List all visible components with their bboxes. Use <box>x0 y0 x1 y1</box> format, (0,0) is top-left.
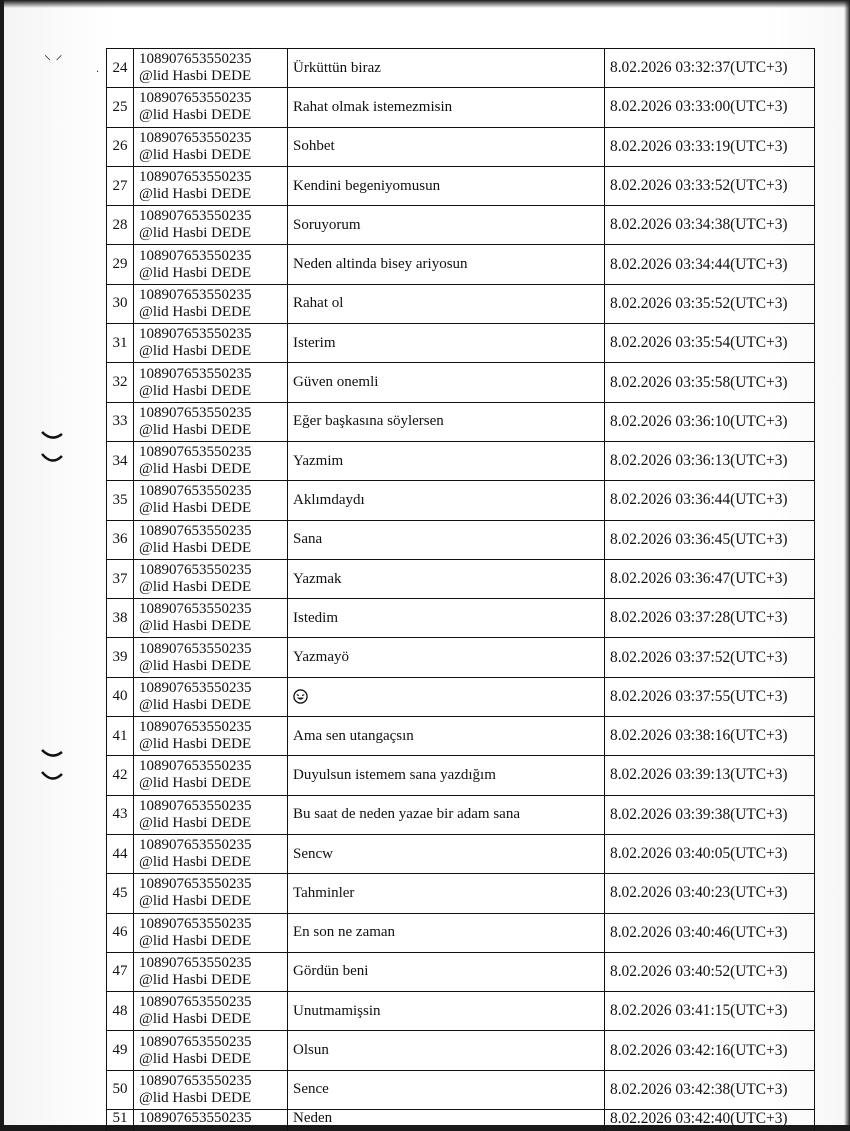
sender-id: 108907653550235 <box>139 208 252 225</box>
sender-name: @lid Hasbi DEDE <box>139 1089 252 1106</box>
sender-id: 108907653550235 <box>139 483 252 500</box>
sender-id: 108907653550235 <box>139 326 252 343</box>
message-cell: Duyulsun istemem sana yazdığım <box>288 756 605 795</box>
message-cell: Yazmak <box>288 559 605 598</box>
row-number: 41 <box>107 717 134 756</box>
message-cell: Bu saat de neden yazae bir adam sana <box>288 795 605 834</box>
timestamp-cell: 8.02.2026 03:37:28(UTC+3) <box>605 599 815 638</box>
sender-cell <box>134 834 288 873</box>
timestamp-cell: 8.02.2026 03:36:47(UTC+3) <box>605 559 815 598</box>
timestamp-cell: 8.02.2026 03:36:45(UTC+3) <box>605 520 815 559</box>
row-number: 36 <box>107 520 134 559</box>
sender-name: @lid Hasbi DEDE <box>139 461 252 478</box>
margin-bracket-mark <box>38 428 66 477</box>
table-row <box>107 402 815 441</box>
sender-name: @lid Hasbi DEDE <box>139 579 252 595</box>
message-cell: Sence <box>288 1070 605 1109</box>
row-number: 45 <box>107 874 134 913</box>
message-cell: Eğer başkasına söylersen <box>288 402 605 441</box>
timestamp-cell: 8.02.2026 03:37:55(UTC+3) <box>605 677 815 716</box>
sender-cell <box>134 992 288 1031</box>
sender-name: @lid Hasbi DEDE <box>139 421 252 438</box>
sender-id: 108907653550235 <box>139 994 252 1011</box>
sender-name: @lid Hasbi DEDE <box>139 657 252 674</box>
row-number: 39 <box>107 638 134 677</box>
timestamp-cell: 8.02.2026 03:36:13(UTC+3) <box>605 441 815 480</box>
row-number: 50 <box>107 1070 134 1109</box>
sender-cell <box>134 952 288 991</box>
timestamp-cell: 8.02.2026 03:34:38(UTC+3) <box>605 206 815 245</box>
sender-id: 108907653550235 <box>139 837 252 854</box>
sender-cell <box>134 520 288 559</box>
row-number: 40 <box>107 677 134 716</box>
row-number: 24 <box>107 49 134 88</box>
sender-id: 108907653550235 <box>139 129 252 146</box>
timestamp-cell: 8.02.2026 03:40:52(UTC+3) <box>605 952 815 991</box>
sender-name: @lid Hasbi DEDE <box>139 1050 252 1067</box>
sender-cell <box>134 795 288 834</box>
sender-id: 108907653550235 <box>139 758 252 775</box>
timestamp-cell: 8.02.2026 03:38:16(UTC+3) <box>605 717 815 756</box>
sender-name: @lid Hasbi DEDE <box>139 814 252 831</box>
table-row <box>107 324 815 363</box>
table-row <box>107 166 815 205</box>
timestamp-cell: 8.02.2026 03:40:46(UTC+3) <box>605 913 815 952</box>
table-row <box>107 441 815 480</box>
sender-id: 108907653550235 <box>139 679 252 696</box>
timestamp-cell: 8.02.2026 03:33:00(UTC+3) <box>605 88 815 127</box>
message-cell: Gördün beni <box>288 952 605 991</box>
table-row <box>107 363 815 402</box>
table-row <box>107 834 815 873</box>
table-row <box>107 206 815 245</box>
timestamp-cell: 8.02.2026 03:40:05(UTC+3) <box>605 834 815 873</box>
sender-id: 108907653550235 <box>139 954 252 971</box>
timestamp-cell: 8.02.2026 03:39:13(UTC+3) <box>605 756 815 795</box>
sender-name: @lid Hasbi DEDE <box>139 146 252 163</box>
message-cell: Sohbet <box>288 127 605 166</box>
timestamp-cell: 8.02.2026 03:41:15(UTC+3) <box>605 992 815 1031</box>
sender-id: 108907653550235 <box>139 876 252 893</box>
sender-cell <box>134 1110 288 1131</box>
sender-name: @lid Hasbi DEDE <box>139 893 252 910</box>
row-number: 43 <box>107 795 134 834</box>
sender-cell <box>134 402 288 441</box>
sender-cell <box>134 245 288 284</box>
sender-name: @lid Hasbi DEDE <box>139 854 252 871</box>
table-row <box>107 638 815 677</box>
bracket-mark-icon <box>38 746 66 790</box>
sender-name: @lid Hasbi DEDE <box>139 68 252 85</box>
table-row <box>107 481 815 520</box>
sender-id: 108907653550235 <box>139 444 252 461</box>
row-number: 49 <box>107 1031 134 1070</box>
message-cell: Aklımdaydı <box>288 481 605 520</box>
margin-mark-dot: · <box>96 67 100 78</box>
table-row <box>107 599 815 638</box>
sender-id: 108907653550235 <box>139 522 252 539</box>
message-cell: Istedim <box>288 599 605 638</box>
table-row <box>107 245 815 284</box>
sender-cell <box>134 441 288 480</box>
timestamp-cell: 8.02.2026 03:36:44(UTC+3) <box>605 481 815 520</box>
table-row <box>107 88 815 127</box>
table-row <box>107 756 815 795</box>
timestamp-cell: 8.02.2026 03:35:58(UTC+3) <box>605 363 815 402</box>
sender-name: @lid Hasbi DEDE <box>139 343 252 360</box>
sender-cell <box>134 363 288 402</box>
sender-cell <box>134 874 288 913</box>
message-cell: Yazmayö <box>288 638 605 677</box>
sender-id: 108907653550235 <box>139 286 252 303</box>
sender-id: 108907653550235 <box>139 90 252 107</box>
message-cell: En son ne zaman <box>288 913 605 952</box>
message-cell: Unutmamişsin <box>288 992 605 1031</box>
table-row <box>107 49 815 88</box>
sender-name: @lid Hasbi DEDE <box>139 264 252 281</box>
sender-cell <box>134 677 288 716</box>
timestamp-cell: 8.02.2026 03:33:52(UTC+3) <box>605 166 815 205</box>
table-row <box>107 795 815 834</box>
row-number: 29 <box>107 245 134 284</box>
margin-bracket-mark <box>38 746 66 795</box>
timestamp-cell: 8.02.2026 03:34:44(UTC+3) <box>605 245 815 284</box>
sender-name: @lid Hasbi DEDE <box>139 736 252 753</box>
message-cell: Sencw <box>288 834 605 873</box>
sender-id: 108907653550235 <box>139 169 252 186</box>
timestamp-cell: 8.02.2026 03:39:38(UTC+3) <box>605 795 815 834</box>
sender-id: 108907653550235 <box>139 797 252 814</box>
sender-id: 108907653550235 <box>139 562 252 578</box>
timestamp-cell: 8.02.2026 03:33:19(UTC+3) <box>605 127 815 166</box>
sender-name: @lid Hasbi DEDE <box>139 107 252 124</box>
sender-cell <box>134 1031 288 1070</box>
message-cell: Neden altinda bisey ariyosun <box>288 245 605 284</box>
row-number: 35 <box>107 481 134 520</box>
sender-cell <box>134 88 288 127</box>
row-number: 48 <box>107 992 134 1031</box>
sender-id: 108907653550235 <box>139 915 252 932</box>
timestamp-cell: 8.02.2026 03:36:10(UTC+3) <box>605 402 815 441</box>
sender-cell <box>134 324 288 363</box>
timestamp-cell: 8.02.2026 03:42:40(UTC+3) <box>605 1110 815 1131</box>
sender-cell <box>134 756 288 795</box>
message-cell: Ama sen utangaçsın <box>288 717 605 756</box>
sender-id: 108907653550235 <box>139 365 252 382</box>
timestamp-cell: 8.02.2026 03:35:54(UTC+3) <box>605 324 815 363</box>
table-row <box>107 992 815 1031</box>
sender-cell <box>134 638 288 677</box>
row-number: 37 <box>107 559 134 598</box>
row-number: 32 <box>107 363 134 402</box>
row-number: 44 <box>107 834 134 873</box>
row-number: 27 <box>107 166 134 205</box>
scan-edge-left <box>0 0 4 1131</box>
table-row <box>107 559 815 598</box>
sender-id: 108907653550235 <box>139 640 252 657</box>
sender-cell <box>134 206 288 245</box>
sender-cell <box>134 481 288 520</box>
sender-name: @lid Hasbi DEDE <box>139 775 252 792</box>
sender-name: @lid Hasbi DEDE <box>139 1011 252 1028</box>
sender-name: @lid Hasbi DEDE <box>139 500 252 517</box>
margin-mark-dots: ⸌ ⸍ <box>44 53 63 69</box>
laughing-face-icon <box>293 689 308 704</box>
table-row <box>107 520 815 559</box>
row-number: 46 <box>107 913 134 952</box>
scan-edge-right <box>844 0 850 1131</box>
row-number: 26 <box>107 127 134 166</box>
table-row <box>107 952 815 991</box>
message-cell: Sana <box>288 520 605 559</box>
sender-cell <box>134 127 288 166</box>
row-number: 42 <box>107 756 134 795</box>
sender-name: @lid Hasbi DEDE <box>139 186 252 203</box>
table-row <box>107 913 815 952</box>
message-cell <box>288 677 605 716</box>
sender-name: @lid Hasbi DEDE <box>139 382 252 399</box>
timestamp-cell: 8.02.2026 03:32:37(UTC+3) <box>605 49 815 88</box>
row-number: 30 <box>107 284 134 323</box>
message-cell: Kendini begeniyomusun <box>288 166 605 205</box>
row-number: 38 <box>107 599 134 638</box>
sender-cell <box>134 166 288 205</box>
sender-id: 108907653550235 <box>139 1072 252 1089</box>
message-log-body <box>107 49 815 1131</box>
sender-name: @lid Hasbi DEDE <box>139 932 252 949</box>
message-cell: Ürküttün biraz <box>288 49 605 88</box>
sender-id: 108907653550235 <box>139 404 252 421</box>
sender-cell <box>134 1070 288 1109</box>
message-cell: Olsun <box>288 1031 605 1070</box>
table-row <box>107 1031 815 1070</box>
sender-cell <box>134 913 288 952</box>
sender-cell <box>134 599 288 638</box>
message-log-table <box>106 48 815 1131</box>
sender-id: 108907653550235 <box>139 247 252 264</box>
sender-name: @lid Hasbi DEDE <box>139 225 252 242</box>
timestamp-cell: 8.02.2026 03:35:52(UTC+3) <box>605 284 815 323</box>
sender-id: 108907653550235 <box>139 1110 252 1127</box>
timestamp-cell: 8.02.2026 03:40:23(UTC+3) <box>605 874 815 913</box>
timestamp-cell: 8.02.2026 03:42:38(UTC+3) <box>605 1070 815 1109</box>
sender-cell <box>134 559 288 598</box>
table-row <box>107 1070 815 1109</box>
message-cell: Neden <box>288 1110 605 1131</box>
sender-name: @lid Hasbi DEDE <box>139 539 252 556</box>
table-row <box>107 717 815 756</box>
sender-name: @lid Hasbi DEDE <box>139 618 252 635</box>
timestamp-cell: 8.02.2026 03:37:52(UTC+3) <box>605 638 815 677</box>
timestamp-cell: 8.02.2026 03:42:16(UTC+3) <box>605 1031 815 1070</box>
sender-id: 108907653550235 <box>139 1033 252 1050</box>
row-number: 31 <box>107 324 134 363</box>
row-number: 33 <box>107 402 134 441</box>
sender-cell <box>134 717 288 756</box>
sender-id: 108907653550235 <box>139 51 252 68</box>
message-cell: Yazmim <box>288 441 605 480</box>
table-row <box>107 284 815 323</box>
message-cell: Tahminler <box>288 874 605 913</box>
sender-id: 108907653550235 <box>139 719 252 736</box>
sender-name: @lid Hasbi DEDE <box>139 696 252 713</box>
message-cell: Rahat olmak istemezmisin <box>288 88 605 127</box>
sender-id: 108907653550235 <box>139 601 252 618</box>
message-cell: Isterim <box>288 324 605 363</box>
message-cell: Güven onemli <box>288 363 605 402</box>
table-row <box>107 1110 815 1131</box>
bracket-mark-icon <box>38 428 66 472</box>
table-row <box>107 127 815 166</box>
sender-cell <box>134 284 288 323</box>
row-number: 28 <box>107 206 134 245</box>
sender-name: @lid Hasbi DEDE <box>139 971 252 988</box>
row-number: 47 <box>107 952 134 991</box>
row-number: 51 <box>107 1110 134 1131</box>
row-number: 25 <box>107 88 134 127</box>
message-cell: Soruyorum <box>288 206 605 245</box>
table-row <box>107 677 815 716</box>
table-row <box>107 874 815 913</box>
sender-name: @lid Hasbi DEDE <box>139 303 252 320</box>
message-cell: Rahat ol <box>288 284 605 323</box>
scan-edge-top <box>0 0 850 8</box>
row-number: 34 <box>107 441 134 480</box>
sender-cell <box>134 49 288 88</box>
